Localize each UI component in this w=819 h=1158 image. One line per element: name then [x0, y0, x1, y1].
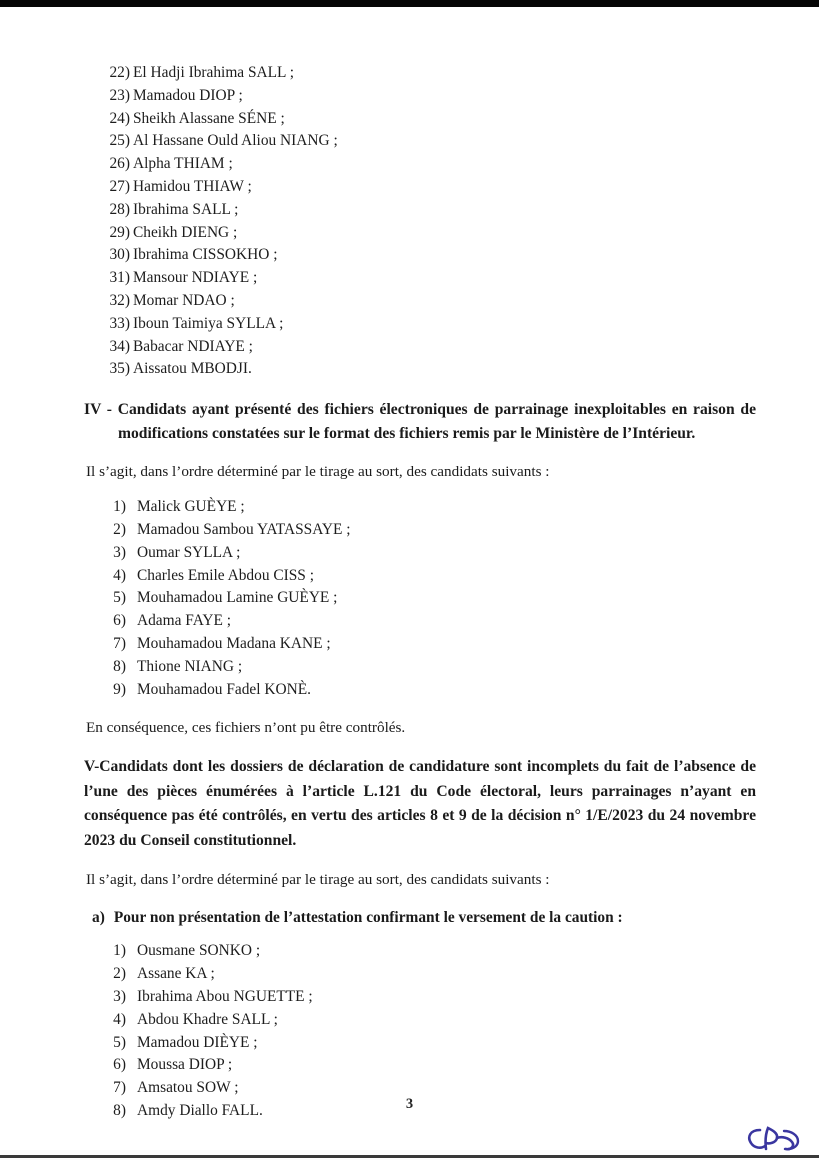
list-item-number: 28)	[109, 200, 130, 218]
list-item-number: 4)	[113, 1010, 126, 1028]
list-item	[84, 963, 756, 986]
list-item	[84, 1009, 756, 1032]
list-item	[84, 108, 756, 131]
list-item-candidate-name: Babacar NDIAYE ;	[133, 337, 253, 355]
document-text-column	[84, 62, 756, 1123]
section-iv-intro-paragraph: Il s’agit, dans l’ordre déterminé par le tirage au sort, des candidats suivants :	[86, 463, 550, 481]
scan-top-black-bar	[0, 0, 819, 7]
candidate-list-section-iv	[84, 496, 756, 701]
list-item-number: 7)	[113, 634, 126, 652]
list-item	[84, 496, 756, 519]
list-item-candidate-name: Mouhamadou Lamine GUÈYE ;	[137, 589, 338, 607]
list-item-candidate-name: Assane KA ;	[137, 965, 215, 983]
list-item-candidate-name: Momar NDAO ;	[133, 291, 235, 309]
list-item-number: 25)	[109, 132, 130, 150]
list-item	[84, 267, 756, 290]
list-item-number: 26)	[109, 155, 130, 173]
list-item-number: 9)	[113, 680, 126, 698]
list-item	[84, 587, 756, 610]
list-item-number: 3)	[113, 987, 126, 1005]
list-item-candidate-name: Oumar SYLLA ;	[137, 543, 241, 561]
list-item	[84, 1032, 756, 1055]
list-item-number: 34)	[109, 337, 130, 355]
list-item-number: 8)	[113, 657, 126, 675]
section-v-subsection-a-heading	[84, 907, 756, 929]
section-iv-heading: IV - Candidats ayant présenté des fichiers électroniques de parrainage inexploitables en raison de modifications constatées sur le format des fichiers remis par le Ministère de l’Intérieur.	[84, 401, 756, 442]
list-item-candidate-name: Alpha THIAM ;	[133, 155, 233, 173]
list-item-candidate-name: Abdou Khadre SALL ;	[137, 1010, 278, 1028]
list-item-number: 31)	[109, 269, 130, 287]
list-item	[84, 176, 756, 199]
list-item-number: 35)	[109, 360, 130, 378]
list-item-number: 7)	[113, 1079, 126, 1097]
list-item-number: 4)	[113, 566, 126, 584]
list-item-candidate-name: Charles Emile Abdou CISS ;	[137, 566, 314, 584]
list-item	[84, 244, 756, 267]
list-item-number: 8)	[113, 1101, 126, 1119]
list-item	[84, 610, 756, 633]
list-item-number: 29)	[109, 223, 130, 241]
list-item-candidate-name: Ibrahima CISSOKHO ;	[133, 246, 278, 264]
list-item	[84, 290, 756, 313]
list-item-number: 5)	[113, 1033, 126, 1051]
list-item-number: 2)	[113, 520, 126, 538]
list-item-number: 32)	[109, 291, 130, 309]
page-number: 3	[405, 1096, 414, 1112]
list-item-candidate-name: Mansour NDIAYE ;	[133, 269, 258, 287]
list-item	[84, 313, 756, 336]
list-item-candidate-name: Cheikh DIENG ;	[133, 223, 238, 241]
list-item	[84, 519, 756, 542]
list-item-candidate-name: Iboun Taimiya SYLLA ;	[133, 314, 284, 332]
candidate-list-continued	[84, 62, 756, 381]
list-item	[84, 336, 756, 359]
list-item-number: 6)	[113, 612, 126, 630]
list-item	[84, 633, 756, 656]
list-item-candidate-name: Hamidou THIAW ;	[133, 177, 252, 195]
section-v-intro-paragraph: Il s’agit, dans l’ordre déterminé par le tirage au sort, des candidats suivants :	[86, 871, 550, 889]
list-item	[84, 153, 756, 176]
list-item-number: 27)	[109, 177, 130, 195]
list-item-candidate-name: Mouhamadou Madana KANE ;	[137, 634, 331, 652]
list-item-number: 1)	[113, 498, 126, 516]
list-item	[84, 565, 756, 588]
list-item-candidate-name: Ibrahima Abou NGUETTE ;	[137, 987, 313, 1005]
subsection-a-title: Pour non présentation de l’attestation confirmant le versement de la caution :	[113, 909, 623, 927]
list-item	[84, 542, 756, 565]
list-item-number: 30)	[109, 246, 130, 264]
list-item-candidate-name: Amdy Diallo FALL.	[137, 1101, 263, 1119]
list-item-candidate-name: Aissatou MBODJI.	[133, 360, 252, 378]
list-item-candidate-name: Mamadou DIOP ;	[133, 86, 243, 104]
list-item-candidate-name: Mamadou DIÈYE ;	[137, 1033, 258, 1051]
subsection-a-marker: a)	[92, 909, 105, 927]
list-item-candidate-name: Mamadou Sambou YATASSAYE ;	[137, 520, 351, 538]
list-item-candidate-name: Sheikh Alassane SÉNE ;	[133, 109, 285, 127]
list-item-number: 3)	[113, 543, 126, 561]
list-item-candidate-name: Thione NIANG ;	[137, 657, 243, 675]
list-item	[84, 222, 756, 245]
list-item-candidate-name: Amsatou SOW ;	[137, 1079, 239, 1097]
list-item-candidate-name: Moussa DIOP ;	[137, 1056, 233, 1074]
list-item-candidate-name: Adama FAYE ;	[137, 612, 232, 630]
list-item	[84, 130, 756, 153]
list-item-number: 6)	[113, 1056, 126, 1074]
list-item-candidate-name: Mouhamadou Fadel KONÈ.	[137, 680, 311, 698]
section-v-heading: V-Candidats dont les dossiers de déclaration de candidature sont incomplets du fait de l’absence de l’une des pièces énumérées à l’article L.121 du Code électoral, leurs parrainages n’ayant en conséquence pas été contrôlés, en vertu des articles 8 et 9 de la décision n° 1/E/2023 du 24 novembre 2023 du Conseil constitutionnel.	[84, 758, 756, 849]
list-item-number: 23)	[109, 86, 130, 104]
list-item	[84, 199, 756, 222]
list-item	[84, 940, 756, 963]
list-item-candidate-name: Al Hassane Ould Aliou NIANG ;	[133, 132, 338, 150]
list-item-number: 1)	[113, 942, 126, 960]
list-item	[84, 679, 756, 702]
list-item	[84, 85, 756, 108]
list-item-candidate-name: El Hadji Ibrahima SALL ;	[133, 64, 294, 81]
list-item	[84, 1054, 756, 1077]
list-item	[84, 358, 756, 381]
list-item-candidate-name: Ousmane SONKO ;	[137, 942, 261, 960]
list-item	[84, 62, 756, 85]
list-item-number: 24)	[109, 109, 130, 127]
handwritten-initials-mark	[744, 1124, 806, 1154]
list-item	[84, 656, 756, 679]
document-page	[0, 7, 819, 1155]
list-item-number: 33)	[109, 314, 130, 332]
section-iv-closing-paragraph: En conséquence, ces fichiers n’ont pu être contrôlés.	[86, 719, 406, 737]
list-item-number: 2)	[113, 965, 126, 983]
list-item-candidate-name: Ibrahima SALL ;	[133, 200, 239, 218]
list-item-candidate-name: Malick GUÈYE ;	[137, 498, 245, 516]
list-item-number: 5)	[113, 589, 126, 607]
list-item	[84, 986, 756, 1009]
list-item-number: 22)	[109, 64, 130, 81]
